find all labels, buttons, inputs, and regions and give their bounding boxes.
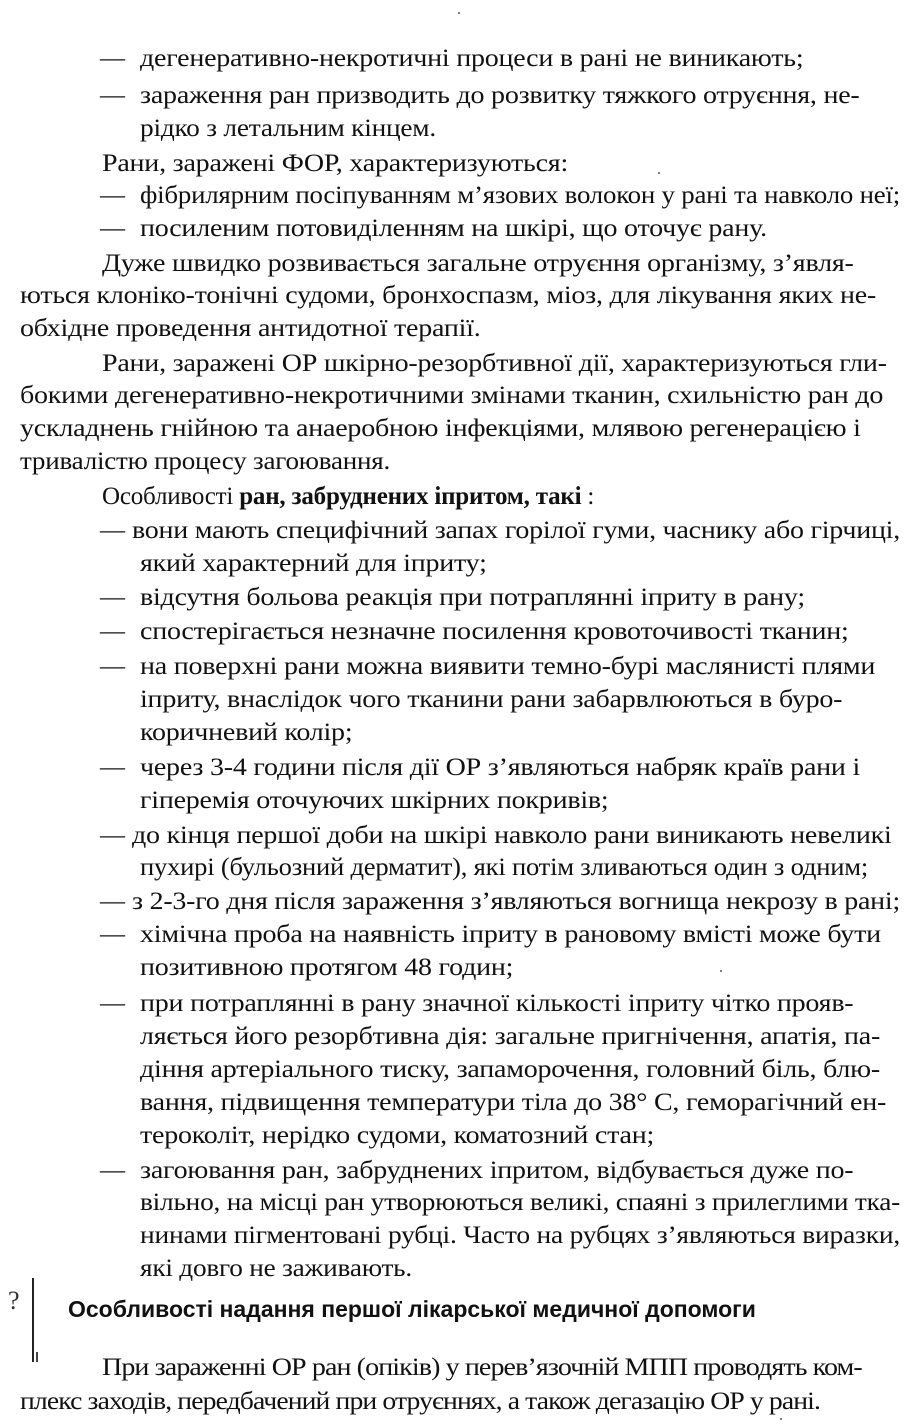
line-text: тривалістю процесу загоювання. — [20, 448, 390, 475]
intro-prefix: Особливості — [102, 483, 240, 510]
line-text: ускладнень гнійною та анаеробною інфекціями, млявою регенерацією і — [20, 415, 861, 442]
dash-marker: — — [100, 990, 125, 1017]
line-text: іприту, внаслідок чого тканини рани забарвлюються в буро- — [140, 686, 843, 713]
margin-bracket — [32, 1278, 34, 1362]
line-text: діння артеріального тиску, запаморочення, головний біль, блю- — [140, 1056, 880, 1083]
scan-speck — [458, 12, 460, 14]
line-text: вони мають специфічний запах горілої гуми, часнику або гірчиці, — [132, 517, 900, 544]
line-text: ляється його резорбтивна дія: загальне пригнічення, апатія, па- — [140, 1023, 881, 1050]
dash-marker: — — [100, 517, 125, 544]
dash-marker: — — [100, 182, 125, 209]
line-text: вання, підвищення температури тіла до 38° С, геморагічний ен- — [140, 1089, 887, 1116]
line-text: через 3-4 години після дії ОР з’являються набряк країв рани і — [140, 754, 861, 781]
dash-marker: — — [100, 82, 125, 109]
line-text: бокими дегенеративно-некротичними змінами тканин, схильністю ран до — [20, 382, 884, 409]
line-text: посиленим потовиділенням на шкірі, що оточує рану. — [140, 215, 767, 242]
dash-marker: — — [100, 921, 125, 948]
dash-marker: — — [100, 215, 125, 242]
line-text: обхідне проведення антидотної терапії. — [20, 315, 481, 342]
line-text: при потраплянні в рану значної кількості іприту чітко прояв- — [140, 990, 854, 1017]
line-text: гіперемія оточуючих шкірних покривів; — [140, 787, 609, 814]
dash-marker: — — [100, 1157, 125, 1184]
line-text: плекс заходів, передбачений при отруєннях, а також дегазацію ОР у рані. — [20, 1388, 820, 1415]
line-text: до кінця першої доби на шкірі навколо рани виникають невеликі — [132, 822, 892, 849]
line-text: рідко з летальним кінцем. — [140, 115, 436, 142]
intro-bold: ран, забруднених іпритом, такі — [239, 483, 582, 510]
line-text: коричневий колір; — [140, 719, 353, 746]
line-text: Рани, заражені ФОР, характеризуються: — [102, 150, 569, 177]
margin-handwritten-mark: ? — [8, 1286, 20, 1315]
line-text: Дуже швидко розвивається загальне отруєння організму, з’явля- — [102, 250, 854, 277]
line-text: При зараженні ОР ран (опіків) у перев’язочній МПП проводять ком- — [102, 1354, 862, 1381]
dash-marker: — — [100, 888, 125, 915]
line-text: на поверхні рани можна виявити темно-бурі маслянисті плями — [140, 653, 876, 680]
line-text: нинами пігментовані рубці. Часто на рубцях з’являються виразки, — [140, 1222, 900, 1249]
dash-marker: — — [100, 618, 125, 645]
scan-speck — [780, 1418, 782, 1420]
line-text: пухирі (бульозний дерматит), які потім зливаються один з одним; — [140, 854, 868, 881]
line-text: з 2-3-го дня після зараження з’являються вогнища некрозу в рані; — [132, 888, 900, 915]
dash-marker: — — [100, 822, 125, 849]
dash-marker: — — [100, 584, 125, 611]
yperite-intro — [102, 481, 594, 513]
section-heading: Особливості надання першої лікарської медичної допомоги — [68, 1296, 756, 1322]
line-text: ються клоніко-тонічні судоми, бронхоспазм, міоз, для лікування яких не- — [20, 282, 877, 309]
line-text: хімічна проба на наявність іприту в рановому вмісті може бути — [140, 921, 881, 948]
line-text: тероколіт, нерідко судоми, коматозний стан; — [140, 1122, 655, 1149]
dash-marker: — — [100, 754, 125, 781]
line-text: позитивною протягом 48 годин; — [140, 954, 514, 981]
margin-tick — [36, 1352, 38, 1362]
line-text: зараження ран призводить до розвитку тяжкого отруєння, не- — [140, 82, 860, 109]
line-text: дегенеративно-некротичні процеси в рані не виникають; — [140, 45, 804, 72]
line-text: загоювання ран, забруднених іпритом, відбувається дуже по- — [140, 1157, 854, 1184]
line-text: спостерігається незначне посилення кровоточивості тканин; — [140, 618, 849, 645]
intro-suffix: : — [581, 483, 595, 510]
line-text: які довго не заживають. — [140, 1255, 412, 1282]
line-text: який характерний для іприту; — [140, 550, 487, 577]
line-text: вільно, на місці ран утворюються великі, спаяні з прилеглими тка- — [140, 1189, 900, 1216]
scan-speck — [658, 172, 660, 174]
dash-marker: — — [100, 653, 125, 680]
line-text: відсутня больова реакція при потраплянні іприту в рану; — [140, 584, 805, 611]
scan-speck — [720, 970, 722, 972]
line-text: Рани, заражені ОР шкірно-резорбтивної дії, характеризуються гли- — [102, 350, 887, 377]
line-text: фібрилярним посіпуванням м’язових волокон у рані та навколо неї; — [140, 182, 900, 209]
dash-marker: — — [100, 45, 125, 72]
